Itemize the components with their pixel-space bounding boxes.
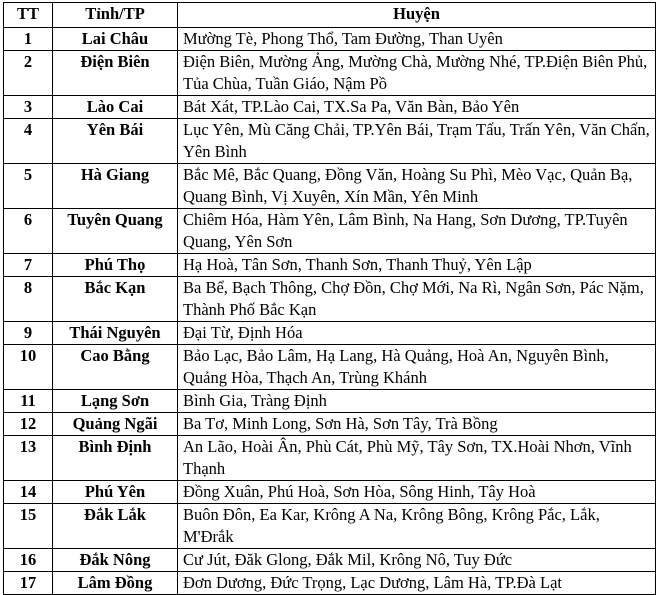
province-cell: Bắc Kạn	[53, 277, 178, 322]
row-number: 2	[4, 51, 53, 96]
row-number: 1	[4, 28, 53, 51]
row-number: 13	[4, 436, 53, 481]
province-cell: Phú Yên	[53, 481, 178, 504]
table-row	[4, 28, 656, 51]
districts-cell: Ba Tơ, Minh Long, Sơn Hà, Sơn Tây, Trà Bồng	[178, 413, 656, 436]
table-row	[4, 164, 656, 209]
table-body	[4, 28, 656, 595]
districts-cell: Điện Biên, Mường Ảng, Mường Chà, Mường Nhé, TP.Điện Biên Phủ, Tủa Chùa, Tuần Giáo, Nậm Pồ	[178, 51, 656, 96]
province-cell: Bình Định	[53, 436, 178, 481]
province-cell: Điện Biên	[53, 51, 178, 96]
districts-cell: Lục Yên, Mù Căng Chải, TP.Yên Bái, Trạm Tấu, Trấn Yên, Văn Chấn, Yên Bình	[178, 119, 656, 164]
row-number: 6	[4, 209, 53, 254]
row-number: 16	[4, 549, 53, 572]
districts-cell: Cư Jút, Đăk Glong, Đắk Mil, Krông Nô, Tuy Đức	[178, 549, 656, 572]
districts-cell: Đồng Xuân, Phú Hoà, Sơn Hòa, Sông Hinh, Tây Hoà	[178, 481, 656, 504]
districts-cell: Chiêm Hóa, Hàm Yên, Lâm Bình, Na Hang, Sơn Dương, TP.Tuyên Quang, Yên Sơn	[178, 209, 656, 254]
districts-cell: Buôn Đôn, Ea Kar, Krông A Na, Krông Bông, Krông Pắc, Lắk, M'Đrắk	[178, 504, 656, 549]
row-number: 3	[4, 96, 53, 119]
districts-cell: Bảo Lạc, Bảo Lâm, Hạ Lang, Hà Quảng, Hoà An, Nguyên Bình, Quảng Hòa, Thạch An, Trùng Khánh	[178, 345, 656, 390]
table-row	[4, 96, 656, 119]
table-row	[4, 254, 656, 277]
header-tt: TT	[4, 3, 53, 28]
row-number: 10	[4, 345, 53, 390]
province-cell: Cao Bằng	[53, 345, 178, 390]
row-number: 5	[4, 164, 53, 209]
table-row	[4, 436, 656, 481]
row-number: 8	[4, 277, 53, 322]
row-number: 17	[4, 572, 53, 595]
row-number: 14	[4, 481, 53, 504]
province-cell: Phú Thọ	[53, 254, 178, 277]
table-row	[4, 277, 656, 322]
header-province: Tỉnh/TP	[53, 3, 178, 28]
province-cell: Yên Bái	[53, 119, 178, 164]
table-row	[4, 209, 656, 254]
province-cell: Hà Giang	[53, 164, 178, 209]
districts-cell: An Lão, Hoài Ân, Phù Cát, Phù Mỹ, Tây Sơn, TX.Hoài Nhơn, Vĩnh Thạnh	[178, 436, 656, 481]
row-number: 4	[4, 119, 53, 164]
province-cell: Lạng Sơn	[53, 390, 178, 413]
province-cell: Lào Cai	[53, 96, 178, 119]
province-cell: Lai Châu	[53, 28, 178, 51]
table-row	[4, 119, 656, 164]
table-header-row	[4, 3, 656, 28]
table-row	[4, 481, 656, 504]
districts-cell: Bình Gia, Tràng Định	[178, 390, 656, 413]
province-cell: Lâm Đồng	[53, 572, 178, 595]
table-row	[4, 504, 656, 549]
province-district-table-container	[3, 2, 655, 595]
districts-cell: Đơn Dương, Đức Trọng, Lạc Dương, Lâm Hà, TP.Đà Lạt	[178, 572, 656, 595]
table-row	[4, 549, 656, 572]
header-district: Huyện	[178, 3, 656, 28]
table-row	[4, 413, 656, 436]
table-row	[4, 345, 656, 390]
districts-cell: Mường Tè, Phong Thổ, Tam Đường, Than Uyên	[178, 28, 656, 51]
province-cell: Quảng Ngãi	[53, 413, 178, 436]
province-district-table	[3, 2, 656, 595]
table-row	[4, 322, 656, 345]
row-number: 9	[4, 322, 53, 345]
row-number: 15	[4, 504, 53, 549]
province-cell: Đắk Lắk	[53, 504, 178, 549]
districts-cell: Bát Xát, TP.Lào Cai, TX.Sa Pa, Văn Bàn, Bảo Yên	[178, 96, 656, 119]
province-cell: Đắk Nông	[53, 549, 178, 572]
province-cell: Thái Nguyên	[53, 322, 178, 345]
districts-cell: Đại Từ, Định Hóa	[178, 322, 656, 345]
row-number: 11	[4, 390, 53, 413]
districts-cell: Bắc Mê, Bắc Quang, Đồng Văn, Hoàng Su Phì, Mèo Vạc, Quản Bạ, Quang Bình, Vị Xuyên, Xín Mần, Yên Minh	[178, 164, 656, 209]
districts-cell: Ba Bể, Bạch Thông, Chợ Đồn, Chợ Mới, Na Rì, Ngân Sơn, Pác Nặm, Thành Phố Bắc Kạn	[178, 277, 656, 322]
table-row	[4, 51, 656, 96]
districts-cell: Hạ Hoà, Tân Sơn, Thanh Sơn, Thanh Thuỷ, Yên Lập	[178, 254, 656, 277]
row-number: 7	[4, 254, 53, 277]
table-row	[4, 390, 656, 413]
row-number: 12	[4, 413, 53, 436]
province-cell: Tuyên Quang	[53, 209, 178, 254]
table-row	[4, 572, 656, 595]
